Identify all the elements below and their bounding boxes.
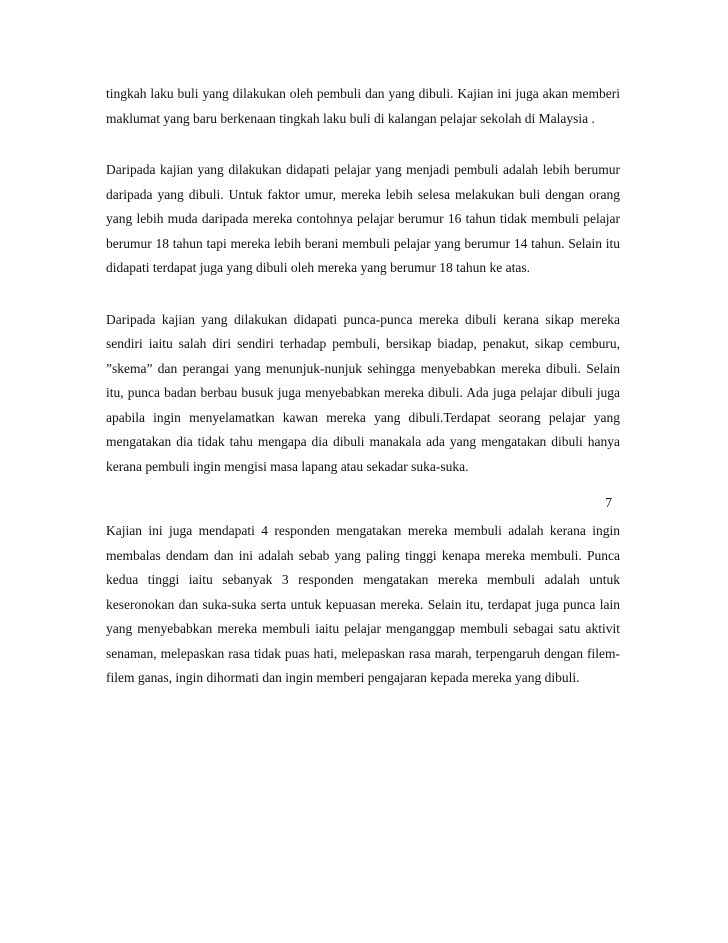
paragraph-bully-reasons: Kajian ini juga mendapati 4 responden mengatakan mereka membuli adalah kerana ingin membalas dendam dan ini adalah sebab yang paling tinggi kenapa mereka membuli. Punca kedua tinggi iaitu sebanyak 3 responden mengatakan mereka membuli adalah untuk keseronokan dan suka-suka serta untuk kepuasan mereka. Selain itu, terdapat juga punca lain yang menyebabkan mereka membuli iaitu pelajar menganggap membuli sebagai satu aktivit senaman, melepaskan rasa tidak puas hati, melepaskan rasa marah, terpengaruh dengan filem-filem ganas, ingin dihormati dan ingin memberi pengajaran kepada mereka yang dibuli. <box>106 523 620 685</box>
paragraph-victim-causes: Daripada kajian yang dilakukan didapati punca-punca mereka dibuli kerana sikap mereka sendiri iaitu salah diri sendiri terhadap pembuli, bersikap biadap, penakut, sikap cemburu, ”skema” dan perangai yang menunjuk-nunjuk sehingga menyebabkan mereka dibuli. Selain itu, punca badan berbau busuk juga menyebabkan mereka dibuli. Ada juga pelajar dibuli juga apabila ingin menyelamatkan kawan mereka yang dibuli.Terdapat seorang pelajar yang mengatakan dia tidak tahu mengapa dia dibuli manakala ada yang mengatakan dibuli hanya kerana pembuli ingin mengisi masa lapang atau sekadar suka-suka. <box>106 311 620 474</box>
document-page <box>106 82 620 718</box>
page-number: 7 <box>605 495 612 510</box>
paragraph-bully-age: Daripada kajian yang dilakukan didapati pelajar yang menjadi pembuli adalah lebih berumur daripada yang dibuli. Untuk faktor umur, mereka lebih selesa melakukan buli dengan orang yang lebih muda daripada mereka contohnya pelajar berumur 16 tahun tidak membuli pelajar berumur 18 tahun tapi mereka lebih berani membuli pelajar yang berumur 14 tahun. Selain itu didapati terdapat juga yang dibuli oleh mereka yang berumur 18 tahun ke atas. <box>106 162 620 275</box>
paragraph-intro-continuation: tingkah laku buli yang dilakukan oleh pembuli dan yang dibuli. Kajian ini juga akan memberi maklumat yang baru berkenaan tingkah laku buli di kalangan pelajar sekolah di Malaysia . <box>106 86 620 126</box>
